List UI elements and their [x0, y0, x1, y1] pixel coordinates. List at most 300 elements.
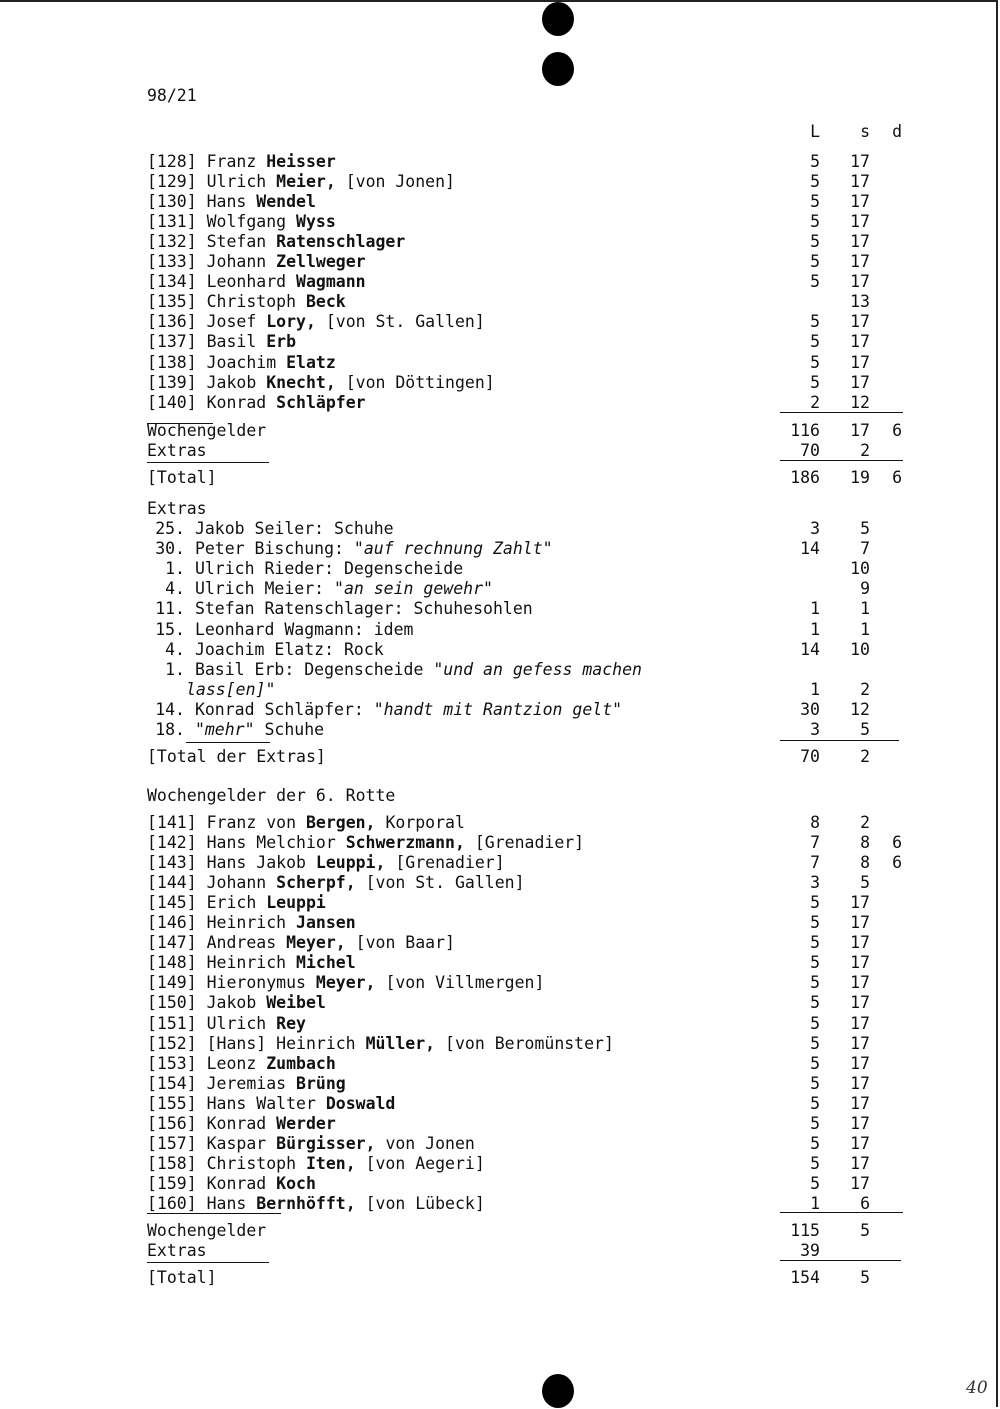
person-entry: [147, 272, 376, 291]
amount-L: 5: [810, 252, 820, 272]
day-number: 4.: [165, 639, 185, 659]
page-number: 98/21: [147, 86, 197, 105]
amount-d: 6: [892, 468, 902, 487]
day-number: 30.: [155, 539, 185, 559]
item-description: Stefan Ratenschlager:: [194, 599, 414, 619]
person-entry: [147, 1134, 475, 1153]
first-name: Hans: [206, 192, 247, 212]
ledger-row: [0, 373, 1000, 393]
day-number: 15.: [155, 619, 185, 639]
day-number: 1.: [165, 559, 185, 579]
first-name: Konrad: [206, 1173, 267, 1193]
origin-note: [von St. Gallen]: [325, 312, 485, 332]
total-rule-1: [780, 460, 903, 461]
person-entry: [147, 332, 306, 351]
wochengelder-row-label: Wochengelder: [147, 421, 267, 440]
extras-item-text: [147, 720, 324, 739]
person-entry: [147, 152, 346, 171]
amount-L: 5: [810, 1033, 820, 1053]
extras-item-text: [147, 660, 642, 679]
item-description: Ulrich Rieder:: [194, 559, 344, 579]
extras-row-label: Extras: [147, 441, 207, 460]
entry-number: [149]: [147, 973, 197, 993]
origin-note: [von Jonen]: [345, 172, 455, 192]
first-name: Heinrich: [206, 913, 287, 933]
item-quote: "an sein gewehr": [334, 579, 493, 599]
amount-L: 3: [810, 519, 820, 538]
day-number: 4.: [165, 579, 185, 599]
item-description: Joachim Elatz:: [194, 639, 344, 659]
entry-number: [135]: [147, 292, 197, 312]
total-row-2-label: [Total]: [147, 1268, 217, 1287]
extras-item-text: [147, 539, 553, 558]
amount-L: 1: [810, 619, 820, 639]
entry-number: [142]: [147, 833, 197, 853]
amount-s: 12: [850, 699, 870, 719]
ledger-row: [0, 813, 1000, 833]
first-name: Hieronymus: [206, 973, 306, 993]
amount-d: 6: [892, 853, 902, 873]
amount-s: 1: [860, 599, 870, 619]
amount-s: 17: [850, 212, 870, 232]
first-name: Hans Walter: [206, 1093, 316, 1113]
surname: Müller,: [365, 1033, 436, 1053]
first-name: Franz von: [206, 813, 297, 832]
person-entry: [147, 373, 495, 392]
ledger-row: [0, 1194, 1000, 1214]
ledger-row: [0, 993, 1000, 1013]
origin-note: [Grenadier]: [474, 833, 585, 853]
entry-number: [152]: [147, 1033, 197, 1053]
amount-L: 5: [810, 1073, 820, 1093]
surname: Wyss: [296, 212, 336, 232]
amount-L: 1: [810, 599, 820, 619]
amount-L: 2: [810, 392, 820, 412]
person-entry: [147, 893, 336, 912]
amount-L: 5: [810, 1153, 820, 1173]
entry-number: [131]: [147, 212, 197, 232]
amount-L: 5: [810, 993, 820, 1013]
origin-note: [Grenadier]: [395, 853, 505, 873]
first-name: Franz: [206, 152, 257, 171]
extras-item-text: [147, 519, 394, 538]
subtotal-rule-1: [780, 412, 903, 413]
day-number: 25.: [155, 519, 185, 538]
amount-s: 10: [850, 559, 870, 579]
amount-s: 8: [860, 833, 870, 853]
item-after: Rock: [343, 639, 384, 659]
entry-number: [139]: [147, 372, 197, 392]
amount-s: 17: [850, 1033, 870, 1053]
amount-s: 17: [850, 372, 870, 392]
surname: Bernhöfft,: [256, 1193, 356, 1213]
ledger-row: [0, 973, 1000, 993]
person-entry: [147, 1194, 485, 1213]
amount-s: 8: [860, 853, 870, 873]
first-name: Konrad: [206, 1113, 267, 1133]
origin-note: [von St. Gallen]: [365, 873, 525, 893]
extras-row: [0, 441, 1000, 461]
first-name: Leonz: [206, 1053, 257, 1073]
amount-s: 17: [850, 1153, 870, 1173]
ledger-row: [0, 953, 1000, 973]
amount-s: 17: [850, 1093, 870, 1113]
amount-s: 5: [860, 1221, 870, 1240]
amount-L: 186: [790, 468, 820, 487]
day-number: 1.: [165, 659, 185, 679]
extras-item: [0, 720, 1000, 740]
amount-L: 115: [790, 1221, 820, 1240]
entry-number: [154]: [147, 1073, 197, 1093]
surname: Schwerzmann,: [345, 833, 465, 853]
amount-L: 5: [810, 1113, 820, 1133]
extras-item: [0, 579, 1000, 599]
amount-d: 6: [892, 833, 902, 853]
amount-s: 17: [850, 1013, 870, 1033]
punch-hole-top-1: [542, 2, 574, 36]
entry-number: [160]: [147, 1193, 197, 1213]
amount-L: 7: [810, 853, 820, 873]
ledger-row: [0, 332, 1000, 352]
amount-s: 17: [850, 1173, 870, 1193]
person-entry: [147, 1154, 485, 1173]
first-name: Christoph: [206, 1153, 297, 1173]
person-entry: [147, 1114, 346, 1133]
extras-heading: [0, 499, 1000, 519]
punch-hole-bottom: [542, 1374, 574, 1408]
ledger-row: [0, 232, 1000, 252]
first-name: Heinrich: [206, 953, 287, 973]
amount-s: 17: [850, 973, 870, 993]
surname: Meyer,: [286, 933, 346, 953]
section2-heading: [0, 786, 1000, 806]
entry-number: [145]: [147, 893, 197, 913]
surname: Ratenschlager: [276, 232, 406, 252]
amount-s: 2: [860, 747, 870, 766]
person-entry: [147, 913, 366, 932]
surname: Meier,: [276, 172, 336, 192]
ledger-row: [0, 1034, 1000, 1054]
person-entry: [147, 252, 376, 271]
amount-s: 17: [850, 332, 870, 352]
surname: Elatz: [286, 352, 336, 372]
extras-item: [0, 640, 1000, 660]
amount-s: 19: [850, 468, 870, 487]
amount-L: 5: [810, 953, 820, 973]
person-entry: [147, 953, 366, 972]
amount-L: 14: [800, 639, 820, 659]
amount-L: 5: [810, 1093, 820, 1113]
total-rule-2: [780, 1260, 901, 1261]
day-number: 11.: [155, 599, 185, 619]
item-after: Schuhe: [254, 720, 325, 739]
ledger-row: [0, 192, 1000, 212]
item-description: Jakob Seiler:: [194, 519, 335, 538]
amount-L: 5: [810, 272, 820, 292]
section2-heading-text: Wochengelder der 6. Rotte: [147, 786, 396, 805]
item-quote: "handt mit Rantzion gelt": [373, 699, 623, 719]
item-description: Basil Erb: Degenscheide: [194, 659, 434, 679]
amount-s: 17: [850, 272, 870, 292]
amount-L: 5: [810, 893, 820, 913]
ledger-row: [0, 272, 1000, 292]
first-name: Josef: [206, 312, 257, 332]
first-name: Jakob: [206, 372, 257, 392]
ledger-row: [0, 853, 1000, 873]
ledger-row: [0, 292, 1000, 312]
ledger-row: [0, 933, 1000, 953]
entry-number: [137]: [147, 332, 197, 352]
extras-item-text: [147, 640, 384, 659]
surname: Bürgisser,: [276, 1133, 376, 1153]
surname: Doswald: [325, 1093, 396, 1113]
first-name: Jeremias: [206, 1073, 287, 1093]
entry-number: [151]: [147, 1013, 197, 1033]
extras-item: [0, 620, 1000, 640]
extras-item: [0, 539, 1000, 559]
amount-L: 5: [810, 1173, 820, 1193]
entry-number: [128]: [147, 152, 197, 171]
amount-L: 14: [800, 539, 820, 559]
person-entry: [147, 172, 455, 191]
person-entry: [147, 212, 346, 231]
entry-number: [147]: [147, 933, 197, 953]
column-header-s: s: [860, 122, 870, 141]
first-name: Ulrich: [206, 1013, 267, 1033]
person-entry: [147, 933, 455, 952]
ledger-row: [0, 172, 1000, 192]
amount-s: 6: [860, 1193, 870, 1213]
surname: Koch: [276, 1173, 316, 1193]
amount-s: 17: [850, 312, 870, 332]
entry-number: [133]: [147, 252, 197, 272]
amount-L: 1: [810, 679, 820, 699]
first-name: Johann: [206, 252, 267, 272]
ledger-row: [0, 833, 1000, 853]
ledger-row: [0, 893, 1000, 913]
surname: Bergen,: [305, 813, 376, 832]
entry-number: [158]: [147, 1153, 197, 1173]
extras-item-text: [147, 700, 622, 719]
wochengelder-row-2-label: Wochengelder: [147, 1221, 267, 1240]
surname: Rey: [276, 1013, 306, 1033]
item-after: Schuhesohlen: [413, 599, 533, 619]
first-name: Andreas: [206, 933, 277, 953]
person-entry: [147, 813, 465, 832]
person-entry: [147, 353, 346, 372]
amount-L: 8: [810, 813, 820, 832]
entry-number: [150]: [147, 993, 197, 1013]
amount-s: 17: [850, 172, 870, 192]
surname: Weibel: [266, 993, 326, 1013]
entry-number: [148]: [147, 953, 197, 973]
ledger-row: [0, 212, 1000, 232]
surname: Jansen: [296, 913, 356, 933]
person-entry: [147, 292, 356, 311]
extras-row-2-label: Extras: [147, 1241, 207, 1260]
person-entry: [147, 1074, 356, 1093]
amount-L: 116: [790, 421, 820, 440]
first-name: Hans: [206, 1193, 247, 1213]
first-name: Stefan: [206, 232, 267, 252]
first-name: Erich: [206, 893, 257, 913]
ledger-row: [0, 1014, 1000, 1034]
wochengelder-row-2: [0, 1221, 1000, 1241]
ledger-row: [0, 913, 1000, 933]
surname: Knecht,: [266, 372, 336, 392]
person-entry: [147, 393, 376, 412]
amount-s: 17: [850, 953, 870, 973]
entry-number: [132]: [147, 232, 197, 252]
ledger-row: [0, 353, 1000, 373]
extras-item: [0, 559, 1000, 579]
amount-L: 5: [810, 192, 820, 212]
amount-L: 5: [810, 1133, 820, 1153]
entry-underline-2: [147, 1213, 281, 1214]
ledger-row: [0, 1054, 1000, 1074]
amount-s: 2: [860, 813, 870, 832]
amount-L: 5: [810, 312, 820, 332]
origin-note: [von Beromünster]: [445, 1033, 614, 1053]
label-rule-2: [147, 1262, 269, 1263]
amount-L: 1: [810, 1193, 820, 1213]
amount-L: 30: [800, 699, 820, 719]
amount-L: 5: [810, 933, 820, 953]
extras-item-underline: [186, 742, 270, 743]
handwritten-page-number: 40: [966, 1378, 988, 1398]
amount-L: 3: [810, 873, 820, 893]
first-name: Joachim: [206, 352, 277, 372]
extras-total-rule: [780, 740, 899, 741]
first-name: Basil: [206, 332, 257, 352]
first-name: Hans Melchior: [206, 833, 336, 853]
first-name: Jakob: [206, 993, 257, 1013]
amount-L: 5: [810, 212, 820, 232]
entry-number: [157]: [147, 1133, 197, 1153]
surname: Iten,: [305, 1153, 356, 1173]
amount-s: 17: [850, 893, 870, 913]
origin-note: Korporal: [385, 813, 465, 832]
ledger-row: [0, 873, 1000, 893]
ledger-row: [0, 1074, 1000, 1094]
ledger-row: [0, 1174, 1000, 1194]
item-after: Schuhe: [334, 519, 394, 538]
amount-L: 5: [810, 352, 820, 372]
amount-s: 2: [860, 441, 870, 460]
extras-item: [0, 700, 1000, 720]
person-entry: [147, 833, 584, 852]
first-name: Christoph: [206, 292, 297, 312]
amount-L: 5: [810, 913, 820, 933]
item-quote: "auf rechnung Zahlt": [353, 539, 553, 559]
entry-number: [144]: [147, 873, 197, 893]
amount-s: 17: [850, 352, 870, 372]
amount-L: 5: [810, 372, 820, 392]
person-entry: [147, 1014, 316, 1033]
day-number: 18.: [155, 720, 185, 739]
amount-s: 10: [850, 639, 870, 659]
surname: Beck: [305, 292, 346, 312]
person-entry: [147, 1174, 326, 1193]
amount-s: 5: [860, 720, 870, 739]
first-name: Wolfgang: [206, 212, 287, 232]
entry-number: [136]: [147, 312, 197, 332]
item-description: Konrad Schläpfer:: [194, 699, 374, 719]
ledger-row: [0, 1094, 1000, 1114]
extras-item: [0, 660, 1000, 680]
column-header-L: L: [810, 122, 820, 141]
first-name: Johann: [206, 873, 267, 893]
amount-s: 5: [860, 1268, 870, 1287]
extras-item-text: [186, 680, 275, 699]
amount-L: 5: [810, 332, 820, 352]
total-row-2: [0, 1268, 1000, 1288]
surname: Meyer,: [315, 973, 376, 993]
extras-total-row-label: [Total der Extras]: [147, 747, 326, 766]
amount-L: 3: [810, 720, 820, 739]
amount-s: 17: [850, 192, 870, 212]
ledger-row: [0, 1154, 1000, 1174]
ledger-row: [0, 1114, 1000, 1134]
amount-s: 13: [850, 292, 870, 312]
entry-number: [129]: [147, 172, 197, 192]
amount-s: 7: [860, 539, 870, 559]
item-quote: "und an gefess machen: [433, 659, 642, 679]
surname: Werder: [276, 1113, 336, 1133]
origin-note: [von Döttingen]: [345, 372, 495, 392]
surname: Heisser: [266, 152, 336, 171]
amount-L: 70: [800, 441, 820, 460]
item-description: Leonhard Wagmann:: [194, 619, 374, 639]
amount-L: 5: [810, 232, 820, 252]
amount-L: 154: [790, 1268, 820, 1287]
entry-number: [140]: [147, 392, 197, 412]
extras-row-2: [0, 1241, 1000, 1261]
amount-L: 5: [810, 1013, 820, 1033]
amount-L: 70: [800, 747, 820, 766]
item-quote: lass[en]": [186, 679, 276, 699]
entry-number: [156]: [147, 1113, 197, 1133]
amount-s: 17: [850, 993, 870, 1013]
amount-s: 17: [850, 1053, 870, 1073]
person-entry: [147, 312, 485, 331]
first-name: Hans Jakob: [206, 853, 306, 873]
ledger-row: [0, 152, 1000, 172]
person-entry: [147, 853, 505, 872]
extras-total-row: [0, 747, 1000, 767]
surname: Erb: [266, 332, 297, 352]
person-entry: [147, 192, 326, 211]
ledger-row: [0, 1134, 1000, 1154]
item-after: idem: [373, 619, 414, 639]
amount-L: 5: [810, 1053, 820, 1073]
amount-s: 17: [850, 152, 870, 171]
amount-s: 5: [860, 873, 870, 893]
amount-s: 2: [860, 679, 870, 699]
first-name: Leonhard: [206, 272, 287, 292]
amount-s: 5: [860, 519, 870, 538]
entry-number: [159]: [147, 1173, 197, 1193]
person-entry: [147, 973, 544, 992]
total-row: [0, 468, 1000, 488]
ledger-row: [0, 393, 1000, 413]
surname: Zumbach: [266, 1053, 336, 1073]
surname: Schläpfer: [276, 392, 366, 412]
item-after: Degenscheide: [343, 559, 464, 579]
punch-hole-top-2: [542, 52, 574, 86]
first-name: [Hans] Heinrich: [206, 1033, 356, 1053]
entry-number: [138]: [147, 352, 197, 372]
